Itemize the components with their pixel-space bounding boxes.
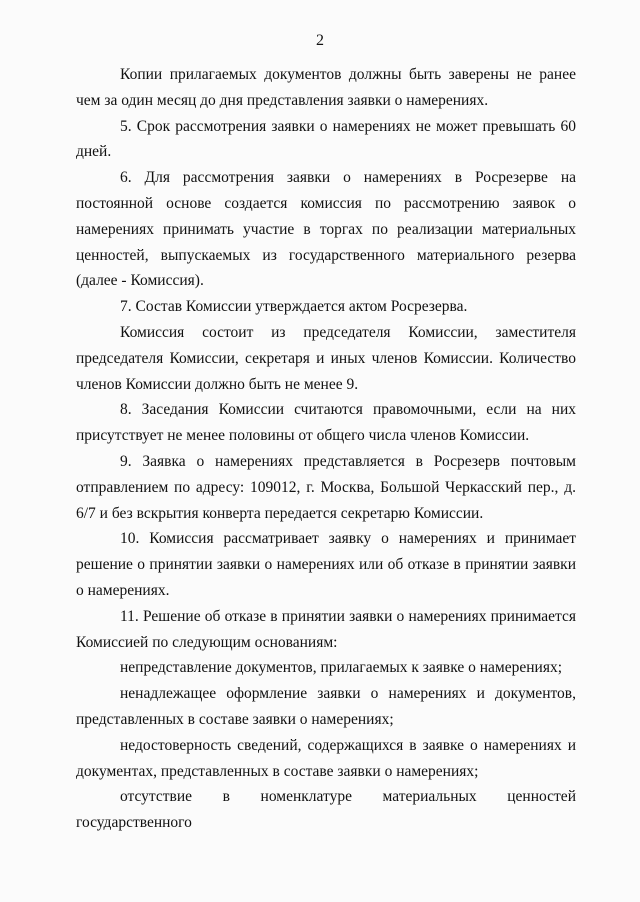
- page-number: 2: [316, 32, 324, 49]
- paragraph-item-8: 8. Заседания Комиссии считаются правомочными, если на них присутствует не менее половины от общего числа членов Комиссии.: [76, 401, 576, 445]
- paragraph-item-11: 11. Решение об отказе в принятии заявки о намерениях принимается Комиссией по следующим основаниям:: [76, 607, 576, 651]
- paragraph-item-9: 9. Заявка о намерениях представляется в Росрезерв почтовым отправлением по адресу: 109012, г. Москва, Большой Черкасский пер., д. 6/7 и без вскрытия конверта передается секретарю Комиссии.: [76, 452, 576, 522]
- document-body: [76, 62, 576, 836]
- list-item-ground-2: ненадлежащее оформление заявки о намерениях и документов, представленных в составе заявки о намерениях;: [76, 685, 576, 728]
- paragraph-item-7: 7. Состав Комиссии утверждается актом Росрезерва.: [120, 298, 468, 316]
- paragraph-item-6: 6. Для рассмотрения заявки о намерениях в Росрезерве на постоянной основе создается комиссия по рассмотрению заявок о намерениях принимать участие в торгах по реализации материальных ценностей, выпускаемых из государственного материального резерва (далее - Комиссия).: [76, 169, 576, 290]
- paragraph-commission-composition: Комиссия состоит из председателя Комиссии, заместителя председателя Комиссии, секретаря и иных членов Комиссии. Количество членов Комиссии должно быть не менее 9.: [76, 323, 576, 393]
- paragraph-item-5: 5. Срок рассмотрения заявки о намерениях не может превышать 60 дней.: [76, 117, 576, 161]
- list-item-ground-3: недостоверность сведений, содержащихся в заявке о намерениях и документах, представленных в составе заявки о намерениях;: [76, 736, 576, 780]
- list-item-ground-4: отсутствие в номенклатуре материальных ценностей государственного: [76, 788, 576, 832]
- paragraph-copies: Копии прилагаемых документов должны быть заверены не ранее чем за один месяц до дня представления заявки о намерениях.: [76, 66, 576, 109]
- list-item-ground-1: непредставление документов, прилагаемых к заявке о намерениях;: [120, 659, 563, 677]
- paragraph-item-10: 10. Комиссия рассматривает заявку о намерениях и принимает решение о принятии заявки о намерениях или об отказе в принятии заявки о намерениях.: [76, 530, 576, 599]
